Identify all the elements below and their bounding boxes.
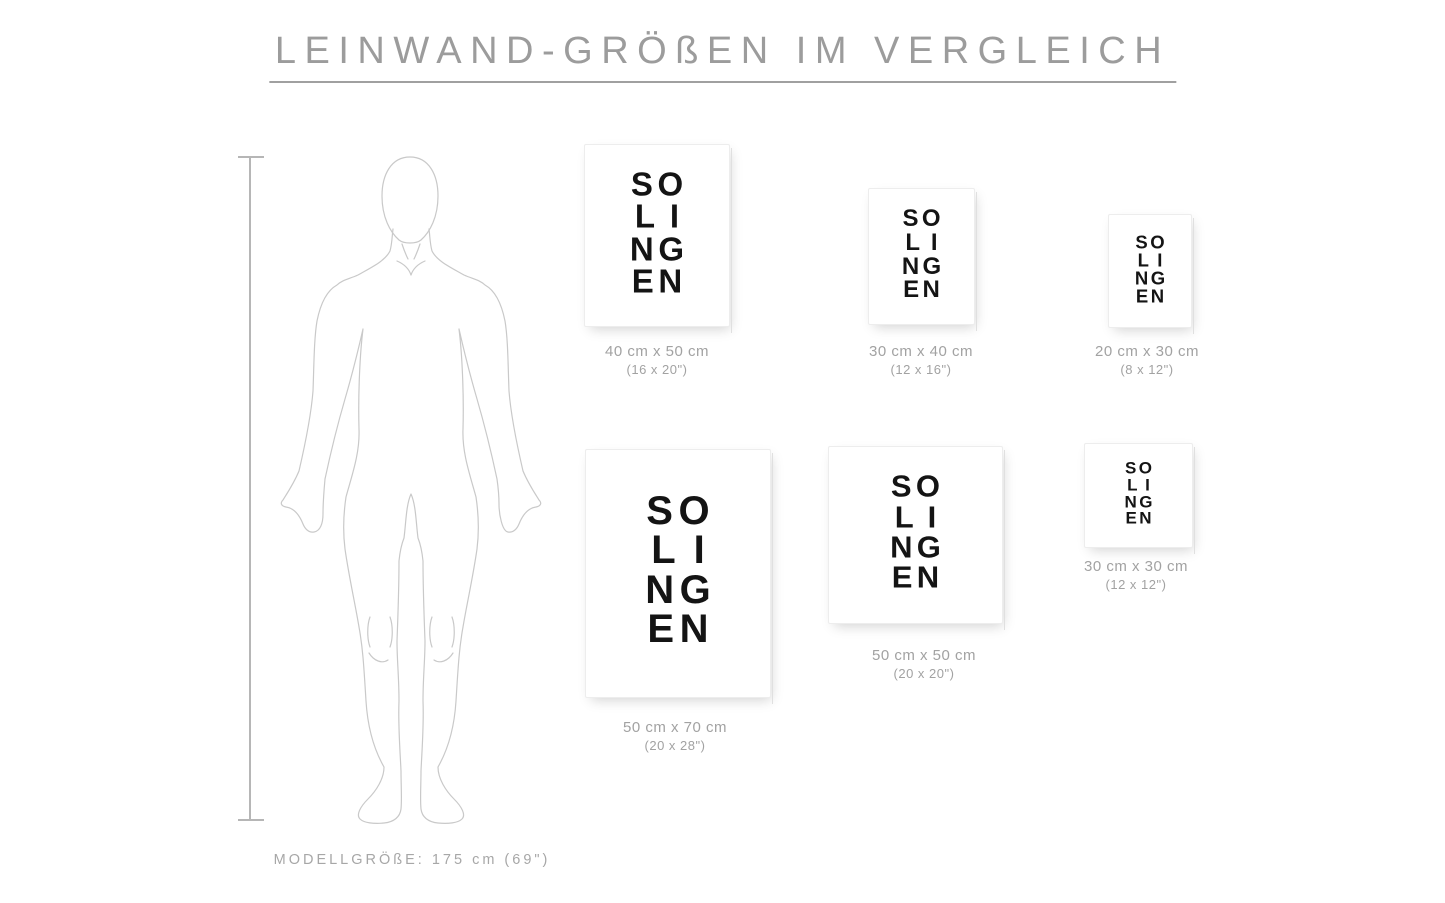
size-label-cm: 50 cm x 70 cm [622, 719, 728, 736]
figure-neck-line-right [414, 244, 420, 259]
artwork-line: EN [1125, 508, 1154, 528]
canvas-mockup-40x50 [584, 144, 730, 327]
human-figure-svg [278, 148, 544, 828]
canvas-mockup-20x30 [1108, 214, 1192, 328]
canvas-mockup-30x30 [1084, 443, 1193, 548]
artwork-line: NG [629, 229, 689, 267]
figure-knee-left-outer [368, 617, 370, 647]
artwork-line: NG [1124, 492, 1155, 512]
size-label-50x70 [575, 719, 775, 753]
page-title: LEINWAND-GRÖßEN IM VERGLEICH [269, 30, 1176, 83]
figure-body-outline [281, 229, 540, 823]
size-label-20x30 [1047, 343, 1247, 377]
artwork-line: SO [630, 165, 688, 203]
size-label-cm: 20 cm x 30 cm [1094, 343, 1200, 360]
artwork-line: LI [905, 229, 949, 257]
size-label-inches: (20 x 20") [893, 666, 955, 681]
measure-tick-top [238, 156, 264, 158]
artwork-text [1134, 231, 1171, 307]
figure-knee-left-under [369, 653, 388, 662]
size-label-inches: (8 x 12") [1120, 362, 1174, 377]
artwork-line: LI [634, 197, 694, 235]
artwork-line: LI [651, 528, 723, 573]
artwork-line: NG [1134, 267, 1168, 289]
model-height-label: MODELLGRÖßE: 175 cm (69") [273, 852, 551, 868]
artwork-text [901, 205, 949, 304]
size-label-inches: (20 x 28") [644, 738, 706, 753]
size-label-inches: (12 x 12") [1105, 577, 1167, 592]
artwork-line: EN [903, 276, 944, 304]
size-label-30x40 [821, 343, 1021, 377]
artwork-line: SO [890, 468, 945, 504]
figure-neck-line-left [402, 244, 408, 259]
artwork-line: EN [631, 262, 687, 300]
artwork-line: SO [646, 488, 716, 533]
artwork-text [645, 488, 723, 651]
artwork-line: SO [1135, 231, 1168, 253]
figure-chest-chevron [397, 261, 425, 275]
artwork-line: LI [894, 499, 951, 535]
artwork-line: LI [1137, 249, 1171, 271]
figure-knee-right-under [434, 653, 453, 662]
artwork-line: EN [891, 559, 944, 595]
human-figure-illustration [278, 148, 544, 828]
artwork-text [890, 468, 951, 595]
artwork-line: EN [1135, 285, 1167, 307]
artwork-line: NG [645, 567, 717, 612]
size-label-cm: 40 cm x 50 cm [604, 343, 710, 360]
size-label-50x50 [824, 647, 1024, 681]
figure-knee-left-inner [390, 617, 392, 647]
artwork-line: SO [1125, 458, 1155, 478]
figure-knee-right-inner [430, 617, 432, 647]
size-label-cm: 30 cm x 40 cm [868, 343, 974, 360]
canvas-mockup-50x50 [828, 446, 1003, 624]
artwork-line: SO [902, 205, 944, 233]
artwork-line: NG [890, 529, 946, 565]
canvas-mockup-50x70 [585, 449, 771, 698]
size-label-cm: 50 cm x 50 cm [871, 647, 977, 664]
artwork-text [629, 165, 694, 300]
artwork-line: LI [1127, 475, 1158, 495]
artwork-line: EN [647, 606, 715, 651]
size-label-30x30 [1036, 558, 1236, 592]
artwork-line: NG [901, 252, 945, 280]
figure-knee-right-outer [452, 617, 454, 647]
size-label-inches: (16 x 20") [626, 362, 688, 377]
canvas-mockup-30x40 [868, 188, 975, 325]
size-label-inches: (12 x 16") [890, 362, 952, 377]
artwork-text [1124, 458, 1158, 528]
size-label-cm: 30 cm x 30 cm [1083, 558, 1189, 575]
measure-tick-bottom [238, 819, 264, 821]
size-label-40x50 [557, 343, 757, 377]
height-measure-line [249, 157, 251, 820]
